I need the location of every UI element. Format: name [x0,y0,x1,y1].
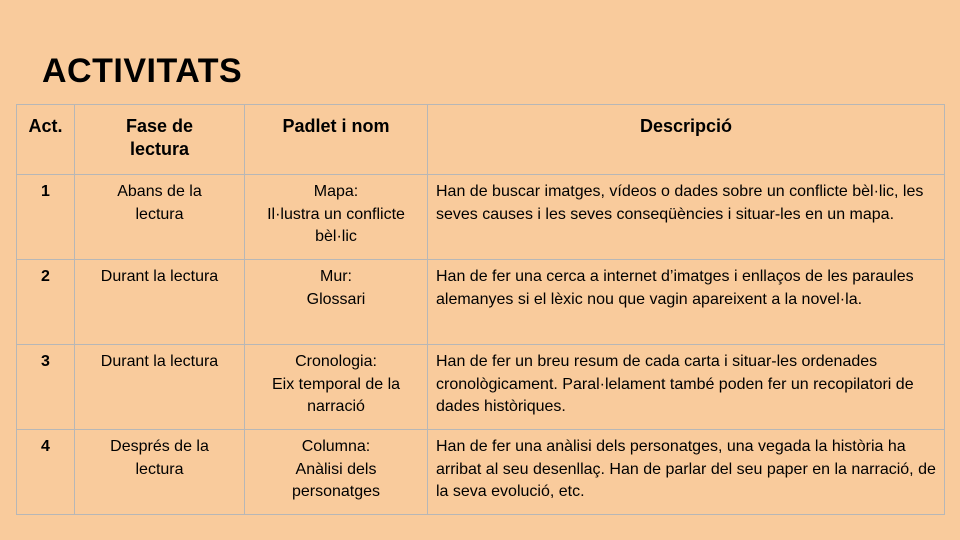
header-act: Act. [17,105,75,175]
header-phase [75,105,245,175]
activity-number: 2 [17,260,75,345]
phase-line1: Durant la lectura [100,268,219,285]
header-description: Descripció [428,105,945,175]
padlet-line1: Columna: [301,438,371,455]
header-phase-line1: Fase de [125,116,194,136]
activity-number: 1 [17,175,75,260]
table-row [17,260,945,345]
activity-padlet [245,345,428,430]
slide-title: ACTIVITATS [42,52,243,90]
phase-line1: Abans de la [117,183,202,200]
table-row [17,430,945,515]
table-row [17,345,945,430]
table-row [17,175,945,260]
padlet-line1: Cronologia: [295,353,377,370]
phase-line2: lectura [135,205,184,223]
activity-description: Han de fer una anàlisi dels personatges, una vegada la història ha arribat al seu desenllaç. Han de parlar del seu paper en la narració, de la seva evolució, etc. [428,430,945,515]
padlet-line2: Il·lustra un conflicte [267,205,405,223]
table-header-row [17,105,945,175]
padlet-line2: Glossari [306,290,366,308]
header-padlet: Padlet i nom [245,105,428,175]
header-phase-line2: lectura [129,138,190,159]
activity-description: Han de fer un breu resum de cada carta i situar-les ordenades cronològicament. Paral·lelament també poden fer un recopilatori de dades històriques. [428,345,945,430]
activity-padlet [245,430,428,515]
activity-phase [75,345,245,430]
activity-padlet [245,260,428,345]
activity-number: 3 [17,345,75,430]
activity-number: 4 [17,430,75,515]
phase-line1: Durant la lectura [100,353,219,370]
padlet-line2: Anàlisi dels [295,460,377,478]
activity-phase [75,175,245,260]
activity-phase [75,260,245,345]
activity-description: Han de fer una cerca a internet d’imatges i enllaços de les paraules alemanyes si el lèxic nou que vagin apareixent a la novel·la. [428,260,945,345]
phase-line1: Després de la [110,438,209,455]
phase-line2: lectura [135,460,184,478]
padlet-line3: personatges [291,483,381,500]
activity-padlet [245,175,428,260]
activity-description: Han de buscar imatges, vídeos o dades sobre un conflicte bèl·lic, les seves causes i les seves conseqüències i situar-les en un mapa. [428,175,945,260]
padlet-line3: narració [307,398,365,415]
padlet-line1: Mur: [320,268,352,285]
padlet-line3: bèl·lic [315,228,357,245]
padlet-line2: Eix temporal de la [271,375,401,393]
activity-phase [75,430,245,515]
activities-table [16,104,945,515]
padlet-line1: Mapa: [313,183,359,200]
